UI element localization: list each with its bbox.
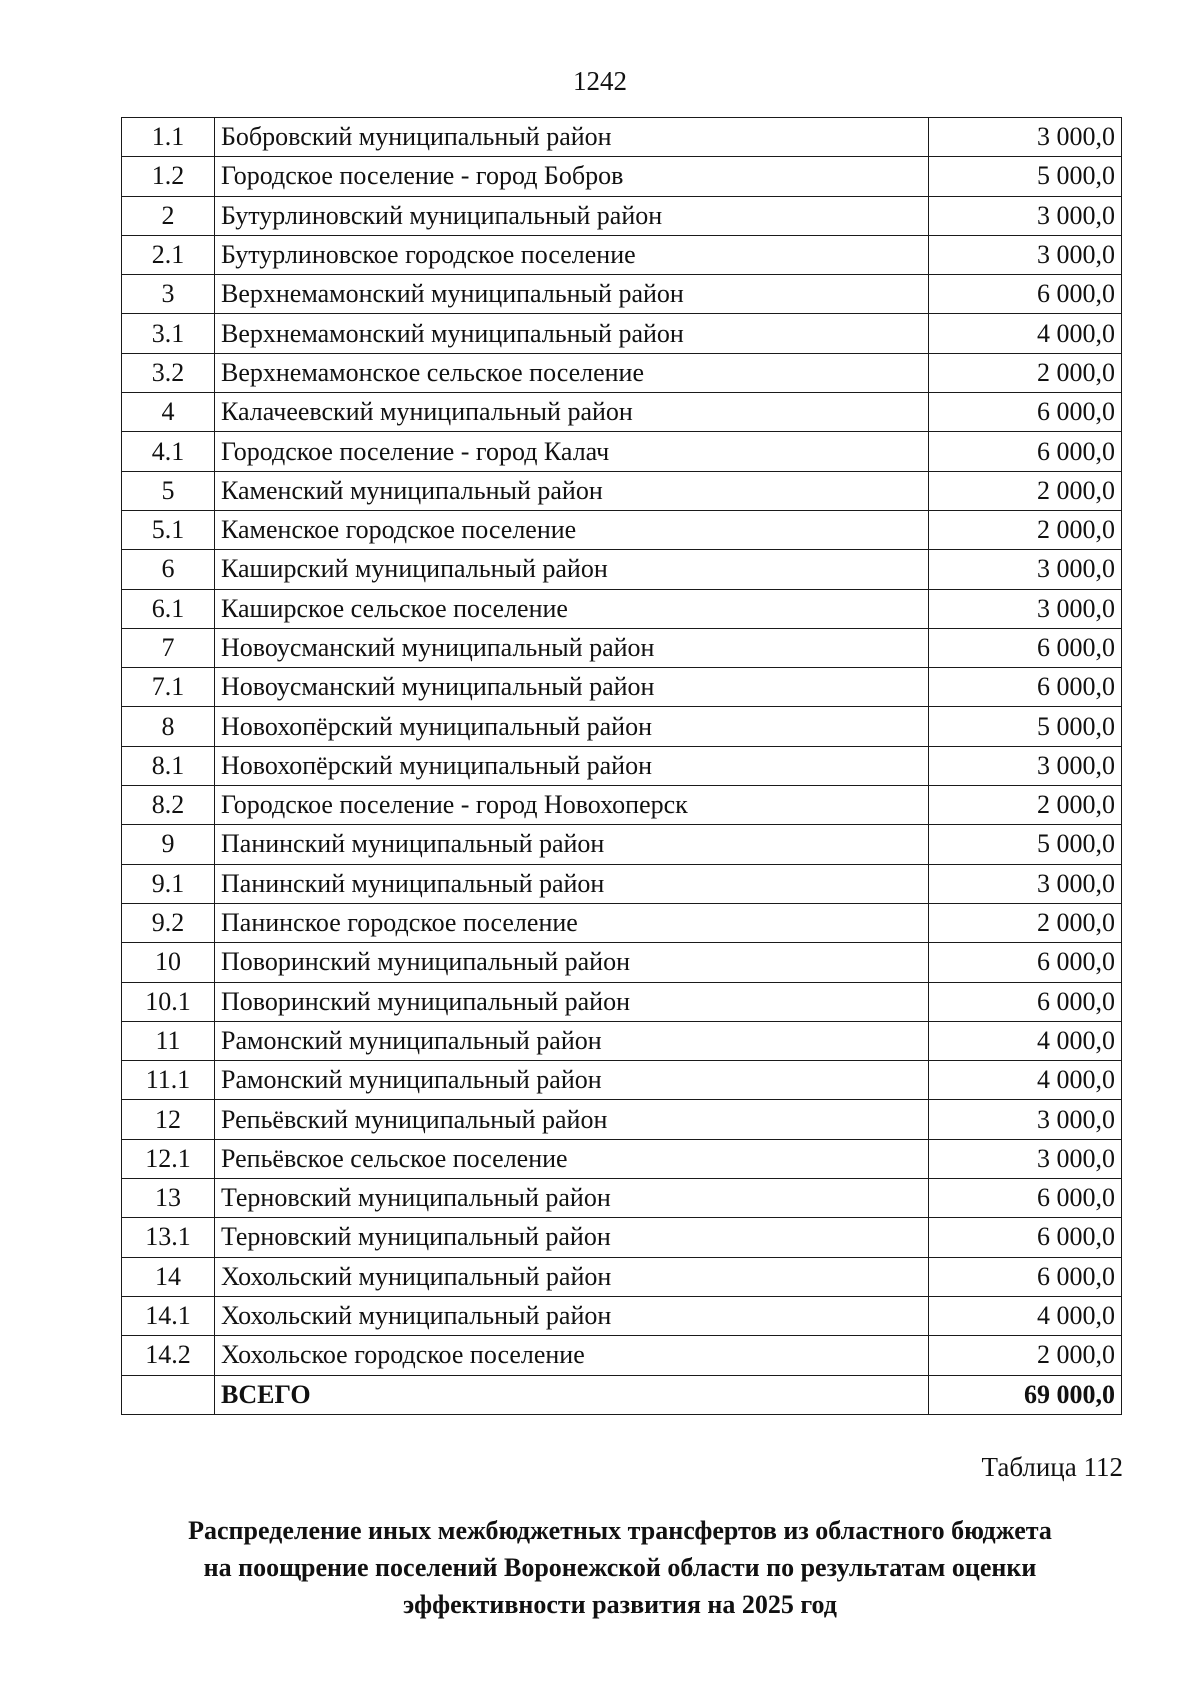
table-row xyxy=(122,314,1122,353)
amount-cell: 3 000,0 xyxy=(929,589,1122,628)
row-number-cell: 11 xyxy=(122,1021,215,1060)
table-row xyxy=(122,707,1122,746)
row-number-cell: 10 xyxy=(122,943,215,982)
table-row xyxy=(122,864,1122,903)
table-row xyxy=(122,786,1122,825)
table-row xyxy=(122,157,1122,196)
municipality-name-cell: Калачеевский муниципальный район xyxy=(215,393,929,432)
row-number-cell: 12 xyxy=(122,1100,215,1139)
row-number-cell: 3.2 xyxy=(122,353,215,392)
amount-cell: 6 000,0 xyxy=(929,1218,1122,1257)
table-row xyxy=(122,825,1122,864)
municipality-name-cell: Хохольский муниципальный район xyxy=(215,1296,929,1335)
page-number: 1242 xyxy=(573,66,627,96)
amount-cell: 2 000,0 xyxy=(929,1336,1122,1375)
table-row xyxy=(122,1257,1122,1296)
amount-cell: 69 000,0 xyxy=(929,1375,1122,1414)
amount-cell: 6 000,0 xyxy=(929,1257,1122,1296)
municipality-name-cell: Рамонский муниципальный район xyxy=(215,1061,929,1100)
row-number-cell: 6 xyxy=(122,550,215,589)
amount-cell: 3 000,0 xyxy=(929,118,1122,157)
municipality-name-cell: Каширский муниципальный район xyxy=(215,550,929,589)
table-row xyxy=(122,982,1122,1021)
amount-cell: 3 000,0 xyxy=(929,1139,1122,1178)
municipality-name-cell: Городское поселение - город Калач xyxy=(215,432,929,471)
row-number-cell: 7.1 xyxy=(122,668,215,707)
municipality-name-cell: Верхнемамонское сельское поселение xyxy=(215,353,929,392)
table-row xyxy=(122,903,1122,942)
row-number-cell: 9.1 xyxy=(122,864,215,903)
amount-cell: 6 000,0 xyxy=(929,432,1122,471)
municipality-name-cell: Городское поселение - город Новохоперск xyxy=(215,786,929,825)
table-row xyxy=(122,589,1122,628)
row-number-cell: 8.2 xyxy=(122,786,215,825)
amount-cell: 5 000,0 xyxy=(929,157,1122,196)
municipality-name-cell: Новоусманский муниципальный район xyxy=(215,628,929,667)
row-number-cell: 13.1 xyxy=(122,1218,215,1257)
municipality-name-cell: Панинское городское поселение xyxy=(215,903,929,942)
amount-cell: 2 000,0 xyxy=(929,471,1122,510)
amount-cell: 6 000,0 xyxy=(929,275,1122,314)
amount-cell: 6 000,0 xyxy=(929,982,1122,1021)
row-number-cell: 5 xyxy=(122,471,215,510)
municipality-name-cell: Каменский муниципальный район xyxy=(215,471,929,510)
row-number-cell: 4.1 xyxy=(122,432,215,471)
municipality-name-cell: Бутурлиновский муниципальный район xyxy=(215,196,929,235)
row-number-cell: 10.1 xyxy=(122,982,215,1021)
table-row xyxy=(122,668,1122,707)
municipality-name-cell: ВСЕГО xyxy=(215,1375,929,1414)
municipality-name-cell: Каменское городское поселение xyxy=(215,510,929,549)
municipality-name-cell: Верхнемамонский муниципальный район xyxy=(215,275,929,314)
table-row xyxy=(122,235,1122,274)
table-row xyxy=(122,550,1122,589)
row-number-cell: 11.1 xyxy=(122,1061,215,1100)
amount-cell: 4 000,0 xyxy=(929,1296,1122,1335)
municipality-name-cell: Новоусманский муниципальный район xyxy=(215,668,929,707)
amount-cell: 3 000,0 xyxy=(929,550,1122,589)
table-row xyxy=(122,432,1122,471)
row-number-cell xyxy=(122,1375,215,1414)
table-row xyxy=(122,1021,1122,1060)
table-row xyxy=(122,275,1122,314)
table-row xyxy=(122,196,1122,235)
table-row xyxy=(122,1100,1122,1139)
table-body xyxy=(122,118,1122,1415)
row-number-cell: 5.1 xyxy=(122,510,215,549)
table-row xyxy=(122,746,1122,785)
table-title-line: Распределение иных межбюджетных трансфертов из областного бюджета xyxy=(188,1516,1052,1545)
municipality-name-cell: Новохопёрский муниципальный район xyxy=(215,746,929,785)
amount-cell: 4 000,0 xyxy=(929,314,1122,353)
allocation-table xyxy=(121,117,1122,1415)
municipality-name-cell: Поворинский муниципальный район xyxy=(215,943,929,982)
row-number-cell: 3 xyxy=(122,275,215,314)
amount-cell: 5 000,0 xyxy=(929,707,1122,746)
amount-cell: 6 000,0 xyxy=(929,668,1122,707)
row-number-cell: 3.1 xyxy=(122,314,215,353)
table-label: Таблица 112 xyxy=(981,1452,1123,1482)
row-number-cell: 14.2 xyxy=(122,1336,215,1375)
row-number-cell: 4 xyxy=(122,393,215,432)
table-row xyxy=(122,1179,1122,1218)
row-number-cell: 7 xyxy=(122,628,215,667)
municipality-name-cell: Поворинский муниципальный район xyxy=(215,982,929,1021)
table-row xyxy=(122,1336,1122,1375)
row-number-cell: 1.2 xyxy=(122,157,215,196)
amount-cell: 2 000,0 xyxy=(929,353,1122,392)
table-row xyxy=(122,628,1122,667)
municipality-name-cell: Хохольское городское поселение xyxy=(215,1336,929,1375)
amount-cell: 4 000,0 xyxy=(929,1061,1122,1100)
row-number-cell: 12.1 xyxy=(122,1139,215,1178)
amount-cell: 2 000,0 xyxy=(929,510,1122,549)
municipality-name-cell: Репьёвский муниципальный район xyxy=(215,1100,929,1139)
total-row xyxy=(122,1375,1122,1414)
row-number-cell: 8.1 xyxy=(122,746,215,785)
row-number-cell: 14.1 xyxy=(122,1296,215,1335)
municipality-name-cell: Бутурлиновское городское поселение xyxy=(215,235,929,274)
amount-cell: 6 000,0 xyxy=(929,943,1122,982)
amount-cell: 3 000,0 xyxy=(929,864,1122,903)
municipality-name-cell: Новохопёрский муниципальный район xyxy=(215,707,929,746)
municipality-name-cell: Панинский муниципальный район xyxy=(215,864,929,903)
row-number-cell: 13 xyxy=(122,1179,215,1218)
row-number-cell: 9.2 xyxy=(122,903,215,942)
table-row xyxy=(122,1061,1122,1100)
amount-cell: 2 000,0 xyxy=(929,903,1122,942)
row-number-cell: 1.1 xyxy=(122,118,215,157)
table-title-line: на поощрение поселений Воронежской области по результатам оценки xyxy=(203,1553,1037,1582)
amount-cell: 4 000,0 xyxy=(929,1021,1122,1060)
municipality-name-cell: Верхнемамонский муниципальный район xyxy=(215,314,929,353)
amount-cell: 6 000,0 xyxy=(929,628,1122,667)
table-row xyxy=(122,471,1122,510)
table-row xyxy=(122,1139,1122,1178)
table-row xyxy=(122,1296,1122,1335)
amount-cell: 6 000,0 xyxy=(929,1179,1122,1218)
municipality-name-cell: Хохольский муниципальный район xyxy=(215,1257,929,1296)
row-number-cell: 9 xyxy=(122,825,215,864)
table-title-line: эффективности развития на 2025 год xyxy=(403,1590,837,1619)
table-row xyxy=(122,118,1122,157)
amount-cell: 3 000,0 xyxy=(929,235,1122,274)
municipality-name-cell: Терновский муниципальный район xyxy=(215,1179,929,1218)
amount-cell: 3 000,0 xyxy=(929,746,1122,785)
municipality-name-cell: Каширское сельское поселение xyxy=(215,589,929,628)
municipality-name-cell: Бобровский муниципальный район xyxy=(215,118,929,157)
row-number-cell: 2 xyxy=(122,196,215,235)
amount-cell: 5 000,0 xyxy=(929,825,1122,864)
row-number-cell: 8 xyxy=(122,707,215,746)
table-title xyxy=(120,1512,1120,1623)
table-row xyxy=(122,393,1122,432)
municipality-name-cell: Рамонский муниципальный район xyxy=(215,1021,929,1060)
row-number-cell: 6.1 xyxy=(122,589,215,628)
table-row xyxy=(122,510,1122,549)
municipality-name-cell: Репьёвское сельское поселение xyxy=(215,1139,929,1178)
row-number-cell: 2.1 xyxy=(122,235,215,274)
table-row xyxy=(122,1218,1122,1257)
amount-cell: 6 000,0 xyxy=(929,393,1122,432)
municipality-name-cell: Терновский муниципальный район xyxy=(215,1218,929,1257)
municipality-name-cell: Городское поселение - город Бобров xyxy=(215,157,929,196)
table-row xyxy=(122,353,1122,392)
municipality-name-cell: Панинский муниципальный район xyxy=(215,825,929,864)
amount-cell: 3 000,0 xyxy=(929,196,1122,235)
amount-cell: 3 000,0 xyxy=(929,1100,1122,1139)
table-row xyxy=(122,943,1122,982)
amount-cell: 2 000,0 xyxy=(929,786,1122,825)
row-number-cell: 14 xyxy=(122,1257,215,1296)
